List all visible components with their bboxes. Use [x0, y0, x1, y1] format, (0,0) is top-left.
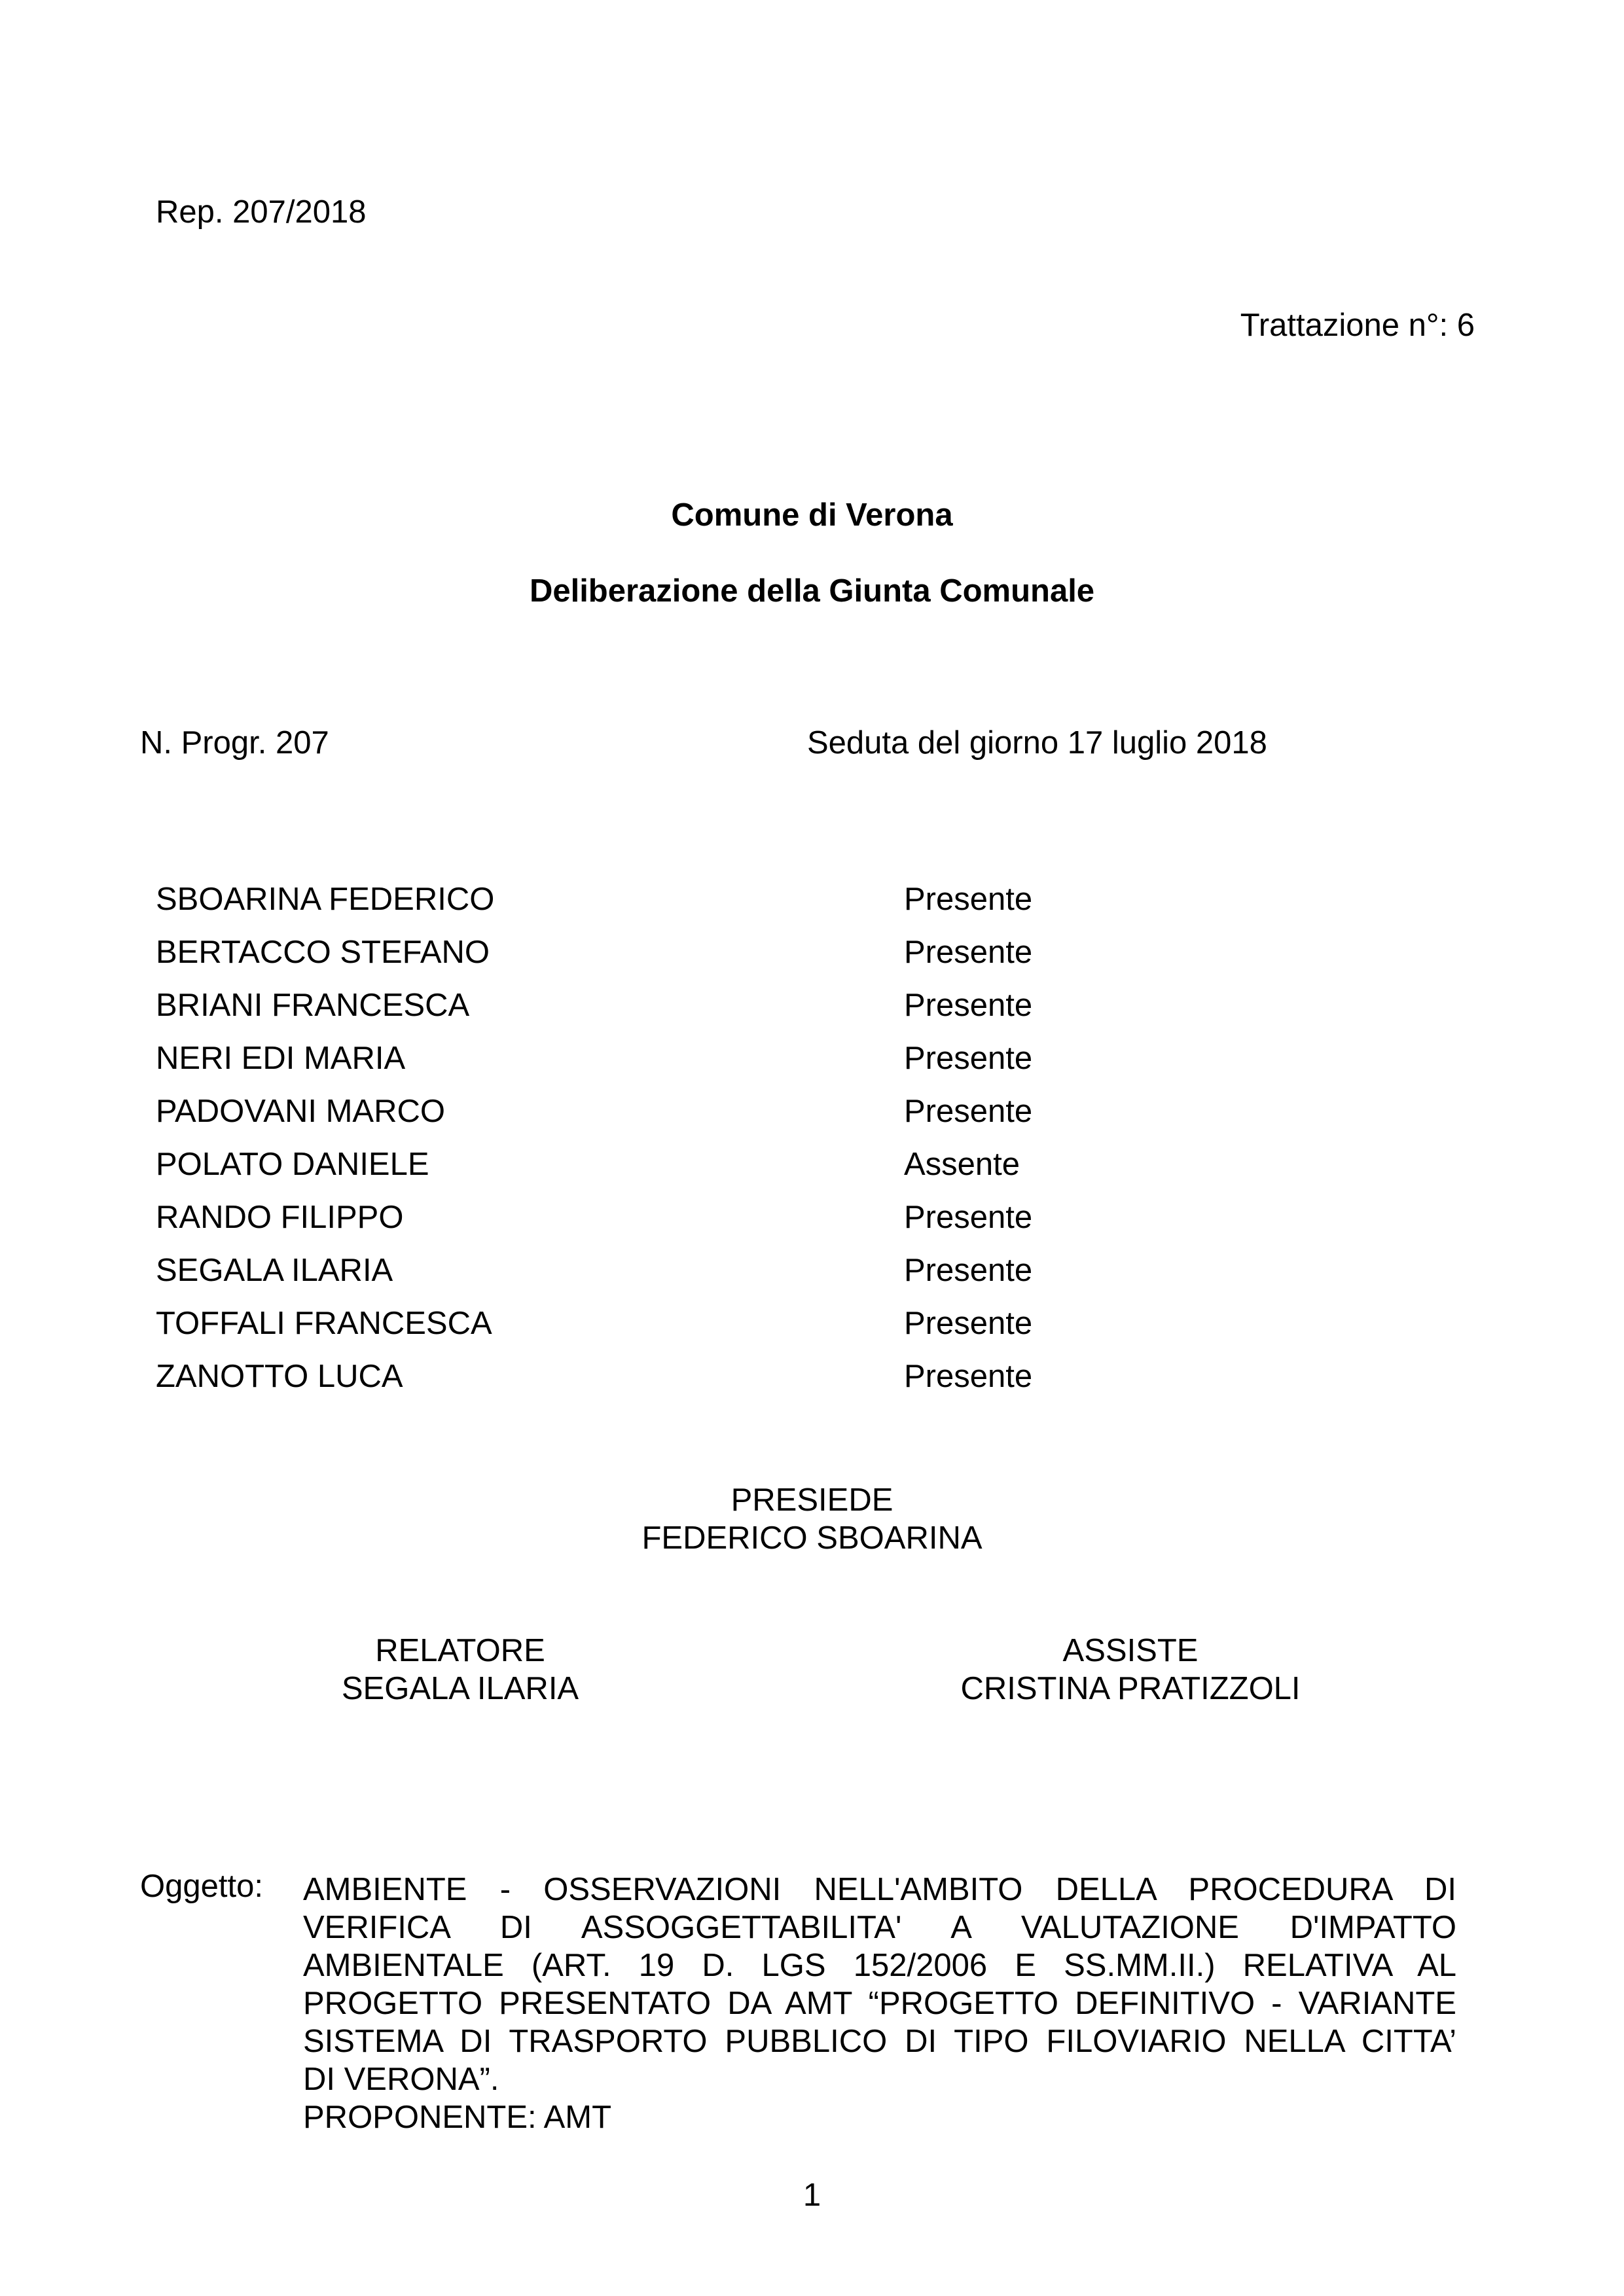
- member-status: Presente: [904, 1041, 1033, 1076]
- seduta-date: Seduta del giorno 17 luglio 2018: [807, 725, 1267, 761]
- comune-title: Comune di Verona: [671, 497, 953, 533]
- member-name: ZANOTTO LUCA: [156, 1359, 403, 1394]
- page-number: 1: [803, 2178, 821, 2213]
- member-status: Presente: [904, 935, 1033, 970]
- trattazione-number: Trattazione n°: 6: [1240, 308, 1475, 343]
- oggetto-line: VERIFICA DI ASSOGGETTABILITA' A VALUTAZIONE D'IMPATTO: [303, 1910, 1456, 1945]
- oggetto-line: PROGETTO PRESENTATO DA AMT “PROGETTO DEFINITIVO - VARIANTE: [303, 1986, 1456, 2021]
- presiede-label: PRESIEDE: [731, 1482, 893, 1518]
- member-status: Presente: [904, 882, 1033, 917]
- member-name: PADOVANI MARCO: [156, 1094, 445, 1129]
- oggetto-line: AMBIENTALE (ART. 19 D. LGS 152/2006 E SS.MM.II.) RELATIVA AL: [303, 1948, 1456, 1983]
- member-status: Presente: [904, 1359, 1033, 1394]
- member-name: BRIANI FRANCESCA: [156, 988, 470, 1023]
- member-status: Presente: [904, 1200, 1033, 1235]
- member-status: Presente: [904, 1094, 1033, 1129]
- member-name: TOFFALI FRANCESCA: [156, 1306, 492, 1341]
- member-status: Presente: [904, 988, 1033, 1023]
- member-status: Assente: [904, 1147, 1020, 1182]
- member-status: Presente: [904, 1306, 1033, 1341]
- rep-number: Rep. 207/2018: [156, 194, 367, 230]
- presiede-name: FEDERICO SBOARINA: [641, 1520, 983, 1556]
- oggetto-line: AMBIENTE - OSSERVAZIONI NELL'AMBITO DELLA PROCEDURA DI: [303, 1872, 1456, 1907]
- oggetto-line: DI VERONA”.: [303, 2062, 499, 2097]
- member-name: NERI EDI MARIA: [156, 1041, 406, 1076]
- oggetto-line: SISTEMA DI TRASPORTO PUBBLICO DI TIPO FILOVIARIO NELLA CITTA’: [303, 2024, 1456, 2059]
- member-name: RANDO FILIPPO: [156, 1200, 404, 1235]
- member-name: BERTACCO STEFANO: [156, 935, 490, 970]
- proponente: PROPONENTE: AMT: [303, 2100, 612, 2135]
- assiste-label: ASSISTE: [1062, 1633, 1199, 1668]
- oggetto-label: Oggetto:: [140, 1869, 263, 1904]
- member-name: POLATO DANIELE: [156, 1147, 429, 1182]
- relatore-label: RELATORE: [375, 1633, 545, 1668]
- member-status: Presente: [904, 1253, 1033, 1288]
- assiste-name: CRISTINA PRATIZZOLI: [960, 1671, 1301, 1706]
- relatore-name: SEGALA ILARIA: [341, 1671, 579, 1706]
- oggetto-text: [303, 1871, 1456, 2136]
- deliberazione-title: Deliberazione della Giunta Comunale: [529, 573, 1095, 609]
- progr-number: N. Progr. 207: [140, 725, 329, 761]
- member-name: SEGALA ILARIA: [156, 1253, 393, 1288]
- member-name: SBOARINA FEDERICO: [156, 882, 495, 917]
